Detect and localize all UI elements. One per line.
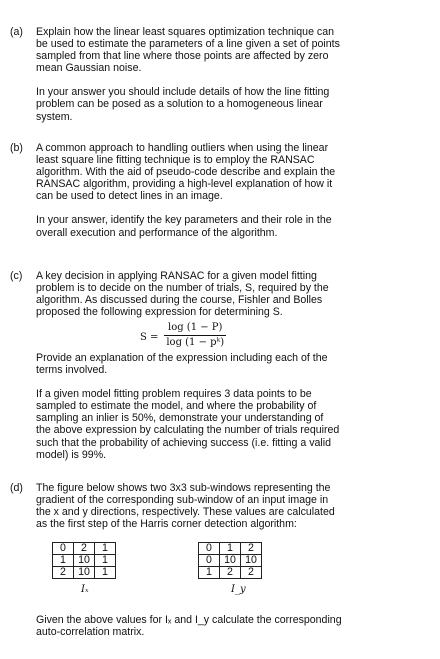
ix-gradient-matrix <box>52 542 116 579</box>
matrix-cell: 2 <box>53 567 74 579</box>
paragraph <box>36 270 376 318</box>
text-line: least square line fitting technique is to employ the RANSAC <box>36 154 315 167</box>
paragraph <box>36 214 376 238</box>
text-line: proposed the following expression for determining S. <box>36 306 283 319</box>
text-line: sampled from that line where those points are affected by zero <box>36 50 329 63</box>
matrix-row <box>53 543 116 555</box>
text-line: auto-correlation matrix. <box>36 626 145 639</box>
matrix-cell: 0 <box>53 543 74 555</box>
text-line: sampled to estimate the model, and where the probability of <box>36 400 317 413</box>
question-label: (d) <box>10 482 23 494</box>
paragraph <box>36 142 376 202</box>
matrix-cell: 1 <box>220 543 241 555</box>
text-line: sampling an inlier is 50%, demonstrate your understanding of <box>36 412 324 425</box>
text-line: A key decision in applying RANSAC for a given model fitting <box>36 270 317 282</box>
matrix-cell: 2 <box>220 567 241 579</box>
text-line: The figure below shows two 3x3 sub-windows representing the <box>36 482 331 494</box>
question-body <box>36 26 376 123</box>
text-line: overall execution and performance of the algorithm. <box>36 226 278 239</box>
text-line: as the first step of the Harris corner detection algorithm: <box>36 518 297 531</box>
text-line: gradient of the corresponding sub-window of an input image in <box>36 494 329 507</box>
text-line: problem can be posed as a solution to a homogeneous linear <box>36 98 323 111</box>
text-line: the above expression by calculating the number of trials required <box>36 424 340 437</box>
matrix-cell: 2 <box>74 543 95 555</box>
question-body <box>36 482 376 530</box>
paragraph <box>36 482 376 530</box>
matrix-cell: 0 <box>199 555 220 567</box>
text-line: problem is to decide on the number of trials, S, required by the <box>36 282 329 295</box>
matrix-cell: 1 <box>95 555 116 567</box>
matrix-cell: 10 <box>74 555 95 567</box>
question-body <box>36 270 376 318</box>
text-line: In your answer, identify the key parameters and their role in the <box>36 214 332 227</box>
question-body-continued <box>36 352 376 461</box>
matrix-row <box>199 555 262 567</box>
iy-caption: I_y <box>231 584 246 595</box>
text-line: RANSAC algorithm, providing a high-level explanation of how it <box>36 178 333 191</box>
question-label: (a) <box>10 26 23 38</box>
paragraph <box>36 614 376 638</box>
text-line: can be used to detect lines in an image. <box>36 190 223 203</box>
text-line: In your answer you should include details of how the line fitting <box>36 86 330 99</box>
matrix-cell: 10 <box>220 555 241 567</box>
matrix-cell: 1 <box>95 567 116 579</box>
question-label: (c) <box>10 270 23 282</box>
text-line: Given the above values for Iₓ and I_y calculate the corresponding <box>36 614 342 626</box>
text-line: If a given model fitting problem requires 3 data points to be <box>36 388 312 401</box>
text-line: system. <box>36 110 73 123</box>
text-line: the x and y directions, respectively. These values are calculated <box>36 506 335 519</box>
text-line: be used to estimate the parameters of a line given a set of points <box>36 38 340 51</box>
formula-numerator: log (1 − P) <box>164 322 226 336</box>
formula-lhs: S = <box>140 332 159 343</box>
matrix-row <box>53 567 116 579</box>
text-line: Explain how the linear least squares optimization technique can <box>36 26 334 38</box>
matrix-row <box>53 555 116 567</box>
text-line: terms involved. <box>36 364 108 377</box>
text-line: Provide an explanation of the expression including each of the <box>36 352 328 364</box>
question-body <box>36 142 376 239</box>
matrix-cell: 0 <box>199 543 220 555</box>
question-body-continued <box>36 614 376 638</box>
paragraph <box>36 352 376 376</box>
paragraph <box>36 388 376 461</box>
paragraph <box>36 26 376 74</box>
formula-fraction <box>164 322 226 349</box>
matrix-cell: 10 <box>241 555 262 567</box>
matrix-cell: 1 <box>95 543 116 555</box>
matrix-cell: 2 <box>241 567 262 579</box>
matrix-cell: 1 <box>199 567 220 579</box>
ix-caption: Iₓ <box>81 584 89 595</box>
paragraph <box>36 86 376 122</box>
matrix-row <box>199 567 262 579</box>
matrix-cell: 10 <box>74 567 95 579</box>
formula-denominator: log (1 − pᵏ) <box>166 337 225 349</box>
text-line: such that the probability of achieving success (i.e. fitting a valid <box>36 436 332 449</box>
text-line: mean Gaussian noise. <box>36 62 142 75</box>
iy-gradient-matrix <box>198 542 262 579</box>
text-line: algorithm. As discussed during the course, Fishler and Bolles <box>36 294 323 307</box>
question-label: (b) <box>10 142 23 154</box>
text-line: model) is 99%. <box>36 448 107 461</box>
matrix-cell: 1 <box>53 555 74 567</box>
matrix-cell: 2 <box>241 543 262 555</box>
matrix-row <box>199 543 262 555</box>
text-line: A common approach to handling outliers when using the linear <box>36 142 329 154</box>
text-line: algorithm. With the aid of pseudo-code describe and explain the <box>36 166 336 179</box>
